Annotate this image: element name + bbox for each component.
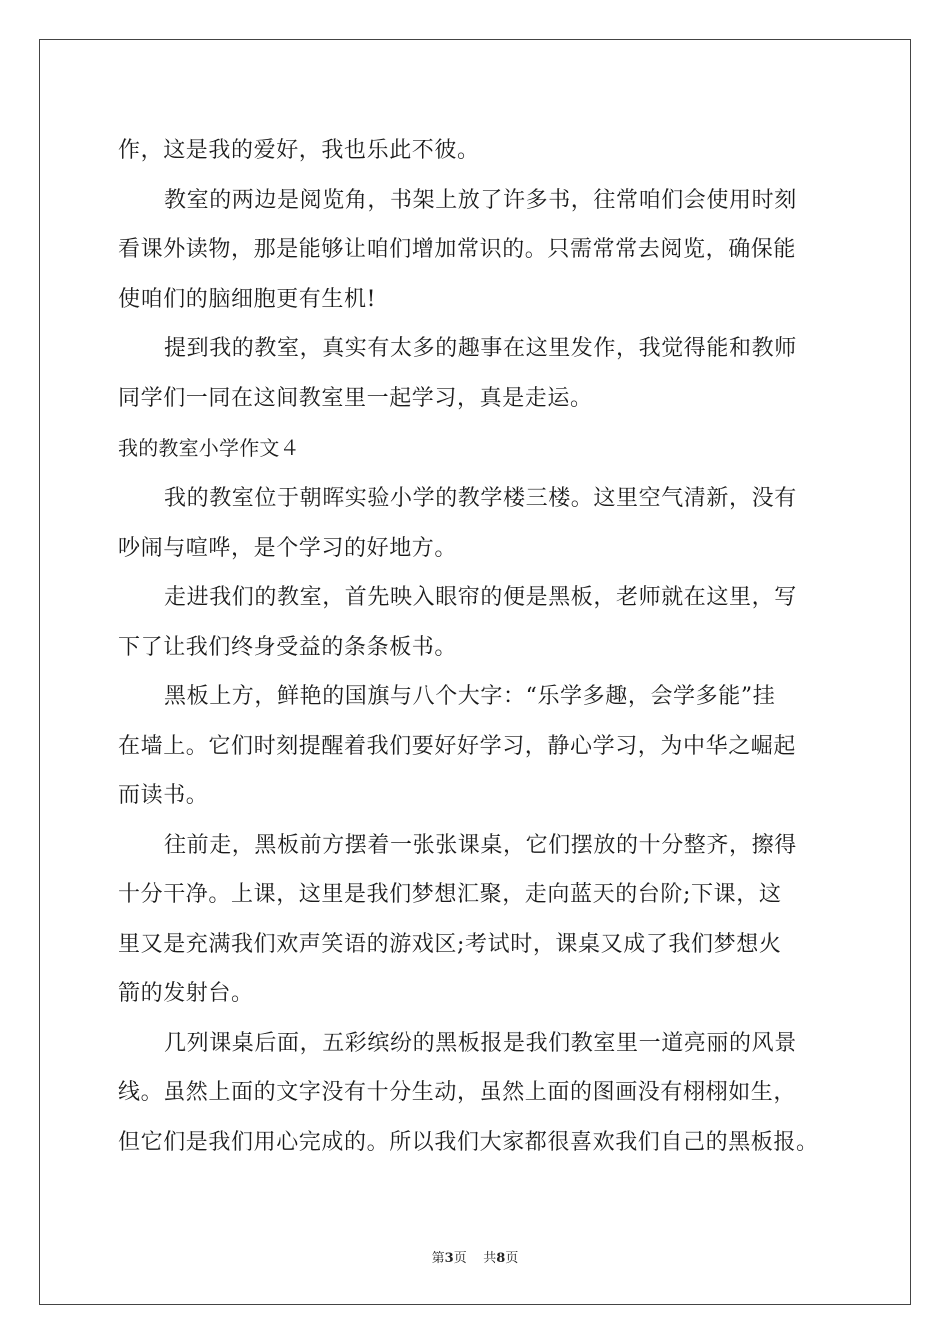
paragraph-line: 走进我们的教室，首先映入眼帘的便是黑板，老师就在这里，写 bbox=[164, 585, 797, 610]
paragraph-line: 但它们是我们用心完成的。所以我们大家都很喜欢我们自己的黑板报。 bbox=[118, 1129, 819, 1155]
paragraph-line: 同学们一同在这间教室里一起学习，真是走运。 bbox=[118, 385, 593, 411]
paragraph-line: 下了让我们终身受益的条条板书。 bbox=[118, 634, 458, 660]
paragraph-line: 作，这是我的爱好，我也乐此不彼。 bbox=[118, 138, 480, 163]
paragraph-line: 提到我的教室，真实有太多的趣事在这里发作，我觉得能和教师 bbox=[164, 336, 797, 361]
paragraph-line: 十分干净。上课，这里是我们梦想汇聚，走向蓝天的台阶;下课，这 bbox=[118, 882, 782, 907]
paragraph-line: 在墙上。它们时刻提醒着我们要好好学习，静心学习，为中华之崛起 bbox=[118, 733, 797, 759]
paragraph-line: 看课外读物，那是能够让咱们增加常识的。只需常常去阅览，确保能 bbox=[118, 237, 797, 262]
section-heading: 我的教室小学作文４ bbox=[118, 436, 300, 460]
paragraph-line: 使咱们的脑细胞更有生机! bbox=[118, 286, 377, 312]
paragraph-line: 里又是充满我们欢声笑语的游戏区;考试时，课桌又成了我们梦想火 bbox=[118, 931, 782, 957]
paragraph-line: 吵闹与喧哗，是个学习的好地方。 bbox=[118, 535, 458, 561]
paragraph-line: 往前走，黑板前方摆着一张张课桌，它们摆放的十分整齐，擦得 bbox=[164, 832, 797, 858]
paragraph-line: 而读书。 bbox=[118, 783, 209, 808]
paragraph-line: 几列课桌后面，五彩缤纷的黑板报是我们教室里一道亮丽的风景 bbox=[164, 1030, 797, 1056]
page-indicator: 第3页 bbox=[431, 1251, 467, 1266]
document-body bbox=[118, 126, 838, 1167]
paragraph-line: 教室的两边是阅览角，书架上放了许多书，往常咱们会使用时刻 bbox=[164, 187, 797, 213]
paragraph-line: 线。虽然上面的文字没有十分生动，虽然上面的图画没有栩栩如生， bbox=[118, 1080, 797, 1105]
paragraph-line: 黑板上方，鲜艳的国旗与八个大字：“乐学多趣，会学多能”挂 bbox=[164, 684, 776, 709]
total-pages-indicator: 共8页 bbox=[483, 1251, 519, 1266]
page-footer bbox=[0, 1247, 950, 1266]
paragraph-line: 我的教室位于朝晖实验小学的教学楼三楼。这里空气清新，没有 bbox=[164, 486, 797, 511]
paragraph-line: 箭的发射台。 bbox=[118, 981, 254, 1006]
